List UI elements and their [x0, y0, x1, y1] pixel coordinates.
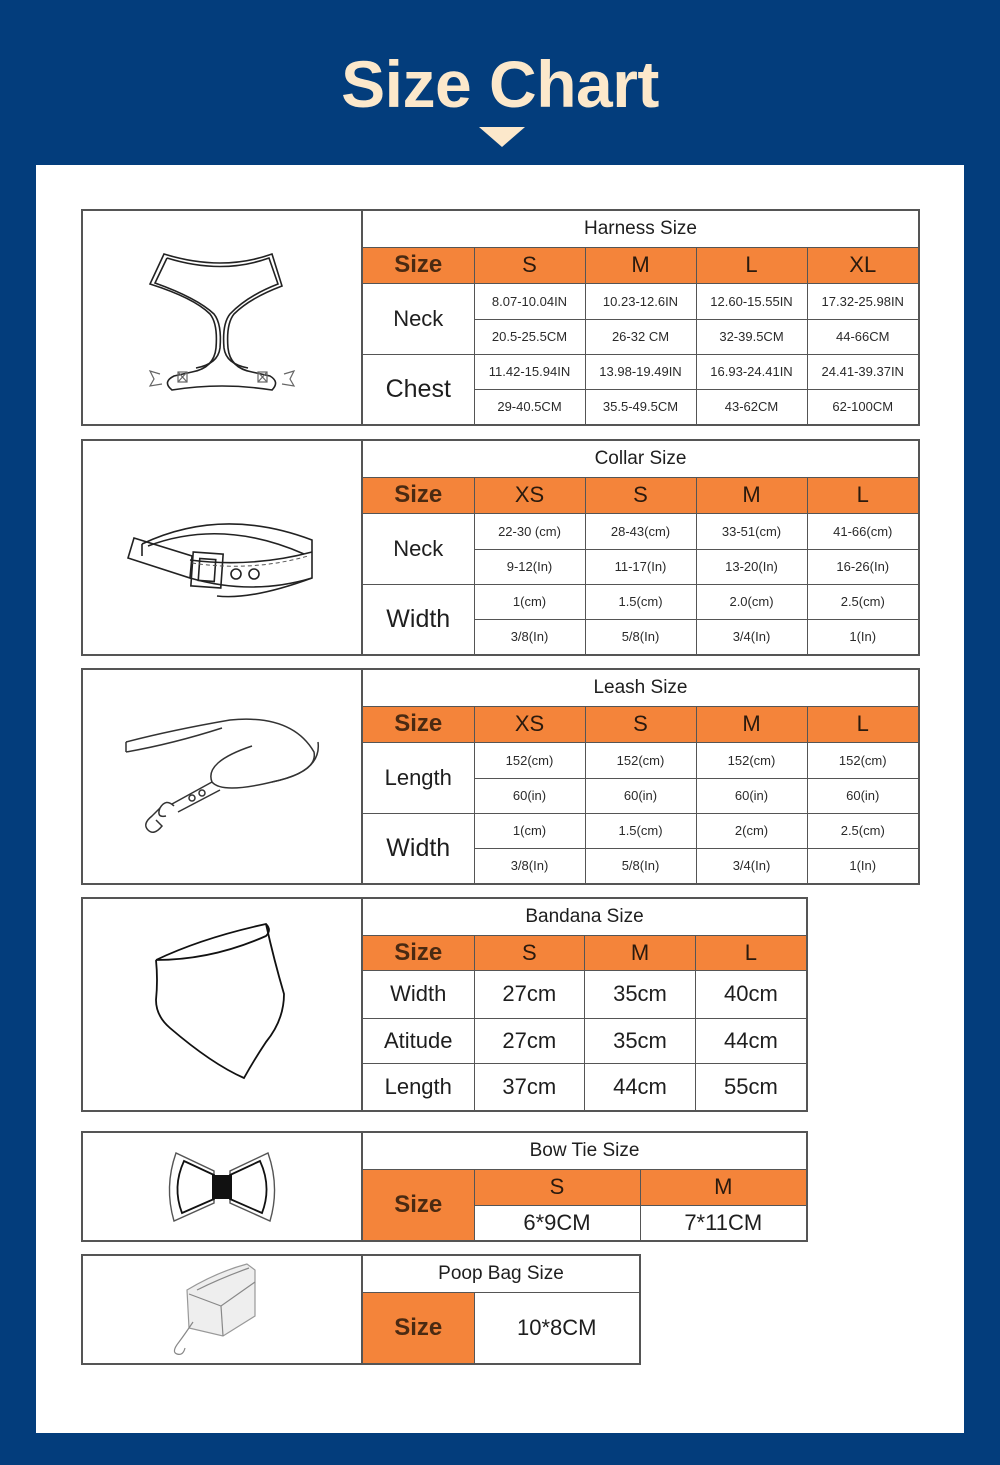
bowtie-icon — [162, 1147, 282, 1227]
size-column-header: L — [807, 477, 918, 513]
table-cell: 44cm — [585, 1063, 696, 1110]
table-caption: Collar Size — [363, 441, 918, 477]
page-title: Size Chart — [341, 47, 659, 121]
table-caption: Harness Size — [363, 211, 918, 247]
table-cell: 43-62CM — [696, 389, 807, 424]
bandana-size-table — [363, 899, 806, 1110]
table-cell: 26-32 CM — [585, 319, 696, 354]
table-cell: 60(in) — [585, 778, 696, 813]
size-column-header: M — [585, 935, 696, 970]
row-label: Width — [363, 813, 474, 883]
table-cell: 1(In) — [807, 848, 918, 883]
harness-icon — [122, 228, 322, 408]
table-cell: 40cm — [695, 970, 806, 1018]
table-cell: 3/8(In) — [474, 848, 585, 883]
row-label: Width — [363, 584, 474, 654]
table-cell: 29-40.5CM — [474, 389, 585, 424]
table-cell: 55cm — [695, 1063, 806, 1110]
size-header-label: Size — [363, 706, 474, 742]
table-cell: 35cm — [585, 1018, 696, 1063]
size-column-header: S — [585, 706, 696, 742]
table-cell: 13.98-19.49IN — [585, 354, 696, 389]
row-label: Length — [363, 742, 474, 813]
row-label: Length — [363, 1063, 474, 1110]
table-cell: 27cm — [474, 970, 585, 1018]
table-caption: Bandana Size — [363, 899, 806, 935]
bowtie-illustration — [83, 1133, 363, 1240]
table-cell: 16-26(In) — [807, 549, 918, 584]
size-column-header: XL — [807, 247, 918, 283]
table-cell: 17.32-25.98IN — [807, 283, 918, 319]
harness-size-table — [363, 211, 918, 425]
size-column-header: M — [696, 706, 807, 742]
size-header-label: Size — [363, 477, 474, 513]
row-label: Neck — [363, 283, 474, 354]
leash-illustration — [83, 670, 363, 883]
bandana-illustration — [83, 899, 363, 1110]
bowtie-size-table — [363, 1133, 806, 1241]
table-cell: 37cm — [474, 1063, 585, 1110]
table-cell: 44cm — [695, 1018, 806, 1063]
table-cell: 28-43(cm) — [585, 513, 696, 549]
table-cell: 6*9CM — [474, 1205, 640, 1240]
size-header-label: Size — [363, 935, 474, 970]
table-cell: 1.5(cm) — [585, 584, 696, 619]
size-column-header: M — [585, 247, 696, 283]
table-cell: 5/8(In) — [585, 848, 696, 883]
poopbag-illustration — [83, 1256, 363, 1363]
table-cell: 62-100CM — [807, 389, 918, 424]
bowtie-size-block — [81, 1131, 808, 1242]
table-caption: Bow Tie Size — [363, 1133, 806, 1169]
table-cell: 60(in) — [696, 778, 807, 813]
collar-icon — [122, 488, 322, 608]
size-column-header: L — [696, 247, 807, 283]
table-cell: 152(cm) — [474, 742, 585, 778]
leash-size-block — [81, 668, 920, 885]
table-cell: 8.07-10.04IN — [474, 283, 585, 319]
table-cell: 2.5(cm) — [807, 813, 918, 848]
poop-bag-icon — [157, 1260, 287, 1360]
harness-illustration — [83, 211, 363, 424]
table-cell: 1(cm) — [474, 813, 585, 848]
collar-size-table — [363, 441, 918, 655]
table-cell: 1.5(cm) — [585, 813, 696, 848]
table-cell: 3/4(In) — [696, 848, 807, 883]
table-cell: 2.5(cm) — [807, 584, 918, 619]
size-column-header: L — [695, 935, 806, 970]
table-caption: Poop Bag Size — [363, 1256, 639, 1292]
table-cell: 3/8(In) — [474, 619, 585, 654]
leash-size-table — [363, 670, 918, 884]
table-cell: 32-39.5CM — [696, 319, 807, 354]
size-column-header: M — [696, 477, 807, 513]
size-column-header: XS — [474, 706, 585, 742]
bandana-icon — [142, 920, 302, 1090]
table-cell: 35.5-49.5CM — [585, 389, 696, 424]
table-cell: 5/8(In) — [585, 619, 696, 654]
size-column-header: S — [474, 1169, 640, 1205]
table-cell: 10*8CM — [474, 1292, 639, 1363]
table-caption: Leash Size — [363, 670, 918, 706]
table-cell: 152(cm) — [807, 742, 918, 778]
table-cell: 7*11CM — [640, 1205, 806, 1240]
table-cell: 33-51(cm) — [696, 513, 807, 549]
row-label: Atitude — [363, 1018, 474, 1063]
table-cell: 13-20(In) — [696, 549, 807, 584]
table-cell: 20.5-25.5CM — [474, 319, 585, 354]
size-column-header: S — [474, 935, 585, 970]
table-cell: 11-17(In) — [585, 549, 696, 584]
table-cell: 152(cm) — [696, 742, 807, 778]
table-cell: 24.41-39.37IN — [807, 354, 918, 389]
table-cell: 41-66(cm) — [807, 513, 918, 549]
size-column-header: M — [640, 1169, 806, 1205]
size-header-label: Size — [363, 1292, 474, 1363]
table-cell: 2.0(cm) — [696, 584, 807, 619]
table-cell: 11.42-15.94IN — [474, 354, 585, 389]
table-cell: 1(cm) — [474, 584, 585, 619]
table-cell: 44-66CM — [807, 319, 918, 354]
row-label: Chest — [363, 354, 474, 424]
collar-illustration — [83, 441, 363, 654]
table-cell: 60(in) — [807, 778, 918, 813]
poopbag-size-table — [363, 1256, 639, 1363]
size-column-header: S — [585, 477, 696, 513]
table-cell: 2(cm) — [696, 813, 807, 848]
size-column-header: S — [474, 247, 585, 283]
size-column-header: XS — [474, 477, 585, 513]
table-cell: 3/4(In) — [696, 619, 807, 654]
table-cell: 60(in) — [474, 778, 585, 813]
row-label: Neck — [363, 513, 474, 584]
size-header-label: Size — [363, 1169, 474, 1240]
table-cell: 16.93-24.41IN — [696, 354, 807, 389]
table-cell: 35cm — [585, 970, 696, 1018]
table-cell: 152(cm) — [585, 742, 696, 778]
row-label: Width — [363, 970, 474, 1018]
size-column-header: L — [807, 706, 918, 742]
table-cell: 12.60-15.55IN — [696, 283, 807, 319]
harness-size-block — [81, 209, 920, 426]
table-cell: 9-12(In) — [474, 549, 585, 584]
poopbag-size-block — [81, 1254, 641, 1365]
leash-icon — [112, 712, 332, 842]
collar-size-block — [81, 439, 920, 656]
table-cell: 10.23-12.6IN — [585, 283, 696, 319]
size-header-label: Size — [363, 247, 474, 283]
bandana-size-block — [81, 897, 808, 1112]
table-cell: 27cm — [474, 1018, 585, 1063]
table-cell: 22-30 (cm) — [474, 513, 585, 549]
table-cell: 1(In) — [807, 619, 918, 654]
down-arrow-icon — [479, 127, 525, 147]
